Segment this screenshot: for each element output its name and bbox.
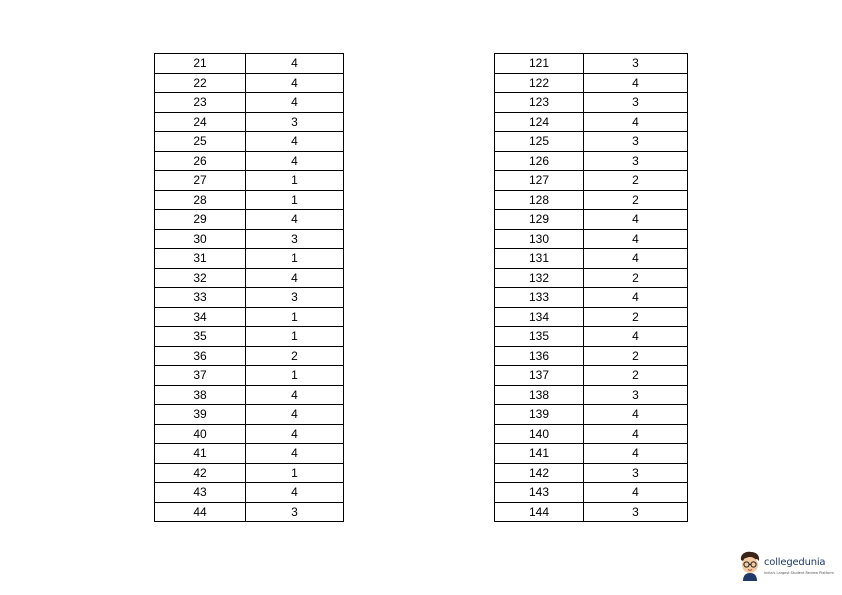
table-row: [155, 288, 344, 308]
table-row: [495, 307, 688, 327]
table-row: [495, 346, 688, 366]
table-row: [155, 483, 344, 503]
question-number-cell: 128: [495, 190, 584, 210]
table-row: [495, 463, 688, 483]
answer-cell: 2: [584, 268, 688, 288]
answer-cell: 4: [584, 249, 688, 269]
question-number-cell: 43: [155, 483, 246, 503]
table-row: [495, 268, 688, 288]
collegedunia-mascot-icon: [738, 551, 762, 581]
question-number-cell: 44: [155, 502, 246, 522]
table-row: [155, 385, 344, 405]
question-number-cell: 39: [155, 405, 246, 425]
table-row: [495, 93, 688, 113]
answer-cell: 4: [584, 229, 688, 249]
answer-cell: 4: [584, 288, 688, 308]
question-number-cell: 38: [155, 385, 246, 405]
question-number-cell: 122: [495, 73, 584, 93]
table-row: [155, 132, 344, 152]
collegedunia-logo[interactable]: [738, 551, 838, 583]
logo-wordmark: collegedunia: [764, 557, 826, 568]
question-number-cell: 27: [155, 171, 246, 191]
answer-cell: 4: [246, 405, 344, 425]
answer-cell: 3: [584, 132, 688, 152]
question-number-cell: 136: [495, 346, 584, 366]
question-number-cell: 25: [155, 132, 246, 152]
answer-cell: 2: [246, 346, 344, 366]
table-row: [495, 190, 688, 210]
question-number-cell: 144: [495, 502, 584, 522]
question-number-cell: 132: [495, 268, 584, 288]
table-row: [155, 151, 344, 171]
table-row: [495, 249, 688, 269]
answer-cell: 4: [246, 424, 344, 444]
answer-cell: 1: [246, 366, 344, 386]
table-row: [155, 424, 344, 444]
question-number-cell: 127: [495, 171, 584, 191]
question-number-cell: 130: [495, 229, 584, 249]
question-number-cell: 37: [155, 366, 246, 386]
answer-cell: 4: [584, 73, 688, 93]
answer-cell: 2: [584, 346, 688, 366]
table-row: [495, 132, 688, 152]
answer-cell: 3: [584, 93, 688, 113]
answer-cell: 1: [246, 249, 344, 269]
answer-cell: 4: [246, 268, 344, 288]
answer-cell: 4: [584, 444, 688, 464]
table-row: [155, 210, 344, 230]
table-row: [495, 424, 688, 444]
question-number-cell: 143: [495, 483, 584, 503]
question-number-cell: 40: [155, 424, 246, 444]
answer-cell: 1: [246, 307, 344, 327]
table-row: [155, 268, 344, 288]
answer-cell: 2: [584, 190, 688, 210]
table-row: [155, 249, 344, 269]
answer-cell: 4: [246, 444, 344, 464]
table-row: [495, 210, 688, 230]
answer-cell: 3: [246, 112, 344, 132]
table-row: [155, 307, 344, 327]
table-row: [495, 444, 688, 464]
question-number-cell: 36: [155, 346, 246, 366]
table-row: [495, 327, 688, 347]
question-number-cell: 126: [495, 151, 584, 171]
table-row: [495, 483, 688, 503]
question-number-cell: 21: [155, 54, 246, 74]
table-row: [155, 327, 344, 347]
answer-cell: 2: [584, 366, 688, 386]
table-row: [495, 229, 688, 249]
answer-cell: 3: [246, 502, 344, 522]
question-number-cell: 129: [495, 210, 584, 230]
question-number-cell: 140: [495, 424, 584, 444]
question-number-cell: 23: [155, 93, 246, 113]
table-row: [495, 288, 688, 308]
answer-cell: 4: [246, 93, 344, 113]
answer-cell: 1: [246, 463, 344, 483]
table-row: [495, 73, 688, 93]
table-row: [495, 54, 688, 74]
table-row: [155, 502, 344, 522]
answer-cell: 4: [246, 210, 344, 230]
answer-cell: 4: [246, 483, 344, 503]
answer-key-rows: [495, 54, 688, 522]
question-number-cell: 34: [155, 307, 246, 327]
answer-cell: 2: [584, 307, 688, 327]
question-number-cell: 22: [155, 73, 246, 93]
table-row: [155, 190, 344, 210]
table-row: [155, 463, 344, 483]
question-number-cell: 141: [495, 444, 584, 464]
question-number-cell: 41: [155, 444, 246, 464]
question-number-cell: 133: [495, 288, 584, 308]
question-number-cell: 26: [155, 151, 246, 171]
question-number-cell: 31: [155, 249, 246, 269]
logo-tagline: India's Largest Student Review Platform: [764, 571, 834, 575]
question-number-cell: 42: [155, 463, 246, 483]
table-row: [495, 405, 688, 425]
answer-cell: 4: [246, 151, 344, 171]
answer-key-rows: [155, 54, 344, 522]
question-number-cell: 134: [495, 307, 584, 327]
question-number-cell: 137: [495, 366, 584, 386]
answer-cell: 3: [584, 502, 688, 522]
question-number-cell: 29: [155, 210, 246, 230]
question-number-cell: 33: [155, 288, 246, 308]
question-number-cell: 135: [495, 327, 584, 347]
question-number-cell: 121: [495, 54, 584, 74]
table-row: [155, 444, 344, 464]
answer-cell: 3: [584, 463, 688, 483]
answer-cell: 3: [584, 54, 688, 74]
answer-cell: 2: [584, 171, 688, 191]
question-number-cell: 35: [155, 327, 246, 347]
answer-cell: 4: [246, 132, 344, 152]
answer-cell: 3: [246, 229, 344, 249]
answer-cell: 4: [246, 73, 344, 93]
answer-cell: 4: [246, 385, 344, 405]
answer-cell: 1: [246, 327, 344, 347]
table-row: [495, 502, 688, 522]
table-row: [495, 151, 688, 171]
table-row: [495, 366, 688, 386]
answer-cell: 3: [246, 288, 344, 308]
question-number-cell: 30: [155, 229, 246, 249]
answer-cell: 4: [584, 327, 688, 347]
table-row: [155, 346, 344, 366]
table-row: [155, 171, 344, 191]
question-number-cell: 131: [495, 249, 584, 269]
answer-cell: 1: [246, 190, 344, 210]
table-row: [495, 385, 688, 405]
table-row: [155, 405, 344, 425]
answer-key-table-right: [494, 53, 688, 522]
question-number-cell: 125: [495, 132, 584, 152]
question-number-cell: 28: [155, 190, 246, 210]
question-number-cell: 124: [495, 112, 584, 132]
table-row: [155, 229, 344, 249]
table-row: [495, 171, 688, 191]
answer-cell: 4: [584, 405, 688, 425]
answer-cell: 1: [246, 171, 344, 191]
answer-cell: 3: [584, 151, 688, 171]
table-row: [155, 112, 344, 132]
table-row: [155, 93, 344, 113]
question-number-cell: 32: [155, 268, 246, 288]
answer-cell: 4: [584, 483, 688, 503]
answer-cell: 3: [584, 385, 688, 405]
question-number-cell: 24: [155, 112, 246, 132]
table-row: [155, 73, 344, 93]
answer-cell: 4: [246, 54, 344, 74]
question-number-cell: 138: [495, 385, 584, 405]
answer-cell: 4: [584, 424, 688, 444]
question-number-cell: 142: [495, 463, 584, 483]
answer-key-table-left: [154, 53, 344, 522]
table-row: [495, 112, 688, 132]
answer-cell: 4: [584, 210, 688, 230]
table-row: [155, 366, 344, 386]
answer-cell: 4: [584, 112, 688, 132]
question-number-cell: 139: [495, 405, 584, 425]
table-row: [155, 54, 344, 74]
question-number-cell: 123: [495, 93, 584, 113]
